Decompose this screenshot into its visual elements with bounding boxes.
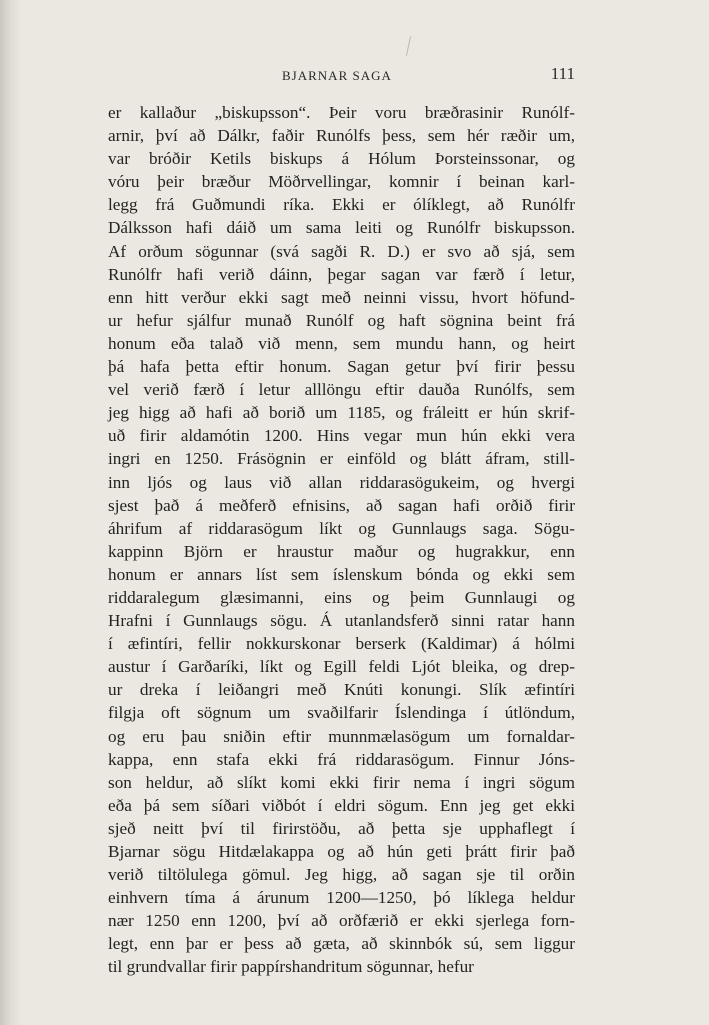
text-line: sjeð neitt því til firirstöðu, að þetta sje upphaflegt í	[108, 818, 575, 838]
text-line: ur hefur sjálfur munað Runólf og haft sögnina beint frá	[108, 310, 575, 330]
text-line: Hrafni í Gunnlaugs sögu. Á utanlandsferð sinni ratar hann	[108, 611, 575, 631]
text-line: einhvern tíma á árunum 1200—1250, þó líklega heldur	[108, 888, 575, 908]
text-line: enn hitt verður ekki sagt með neinni vissu, hvort höfund-	[108, 287, 575, 307]
scan-mark	[406, 36, 411, 56]
text-line: vóru þeir bræður Möðrvellingar, komnir í beinan karl-	[108, 172, 575, 192]
text-line: filgja oft sögnum um svaðilfarir Íslendinga í útlöndum,	[108, 703, 575, 723]
text-line: honum er annars líst sem íslenskum bónda og ekki sem	[108, 564, 575, 584]
text-line: uð firir aldamótin 1200. Hins vegar mun hún ekki vera	[108, 426, 575, 446]
text-line: í æfintíri, fellir nokkurskonar berserk (Kaldimar) á hólmi	[108, 634, 575, 654]
text-line: áhrifum af riddarasögum líkt og Gunnlaugs saga. Sögu-	[108, 518, 575, 538]
text-line: inn ljós og laus við allan riddarasögukeim, og hvergi	[108, 472, 575, 492]
text-line: riddaralegum glæsimanni, eins og þeim Gunnlaugi og	[108, 587, 575, 607]
text-line: vel verið færð í letur alllöngu eftir dauða Runólfs, sem	[108, 380, 575, 400]
text-line: Af orðum sögunnar (svá sagði R. D.) er svo að sjá, sem	[108, 241, 575, 261]
text-line: honum eða talað við menn, sem mundu hann, og heirt	[108, 333, 575, 353]
text-line: son heldur, að slíkt komi ekki firir nema í ingri sögum	[108, 772, 575, 792]
text-line: og eru þau sniðin eftir munnmælasögum um fornaldar-	[108, 726, 575, 746]
text-line: arnir, því að Dálkr, faðir Runólfs þess, sem hér ræðir um,	[108, 126, 575, 146]
text-line: sjest það á meðferð efnisins, að sagan hafi orðið firir	[108, 495, 575, 515]
text-line: kappinn Björn er hraustur maður og hugrakkur, enn	[108, 541, 575, 561]
text-line: ingri en 1250. Frásögnin er einföld og blátt áfram, still-	[108, 449, 575, 469]
text-line: var bróðir Ketils biskups á Hólum Þorsteinssonar, og	[108, 149, 575, 169]
text-line: verið tiltölulega gömul. Jeg higg, að sagan sje til orðin	[108, 865, 575, 885]
running-title: BJARNAR SAGA	[282, 68, 392, 83]
body-text	[108, 101, 575, 979]
text-line: til grundvallar firir pappírshandritum sögunnar, hefur	[108, 957, 474, 977]
text-line: þá hafa þetta eftir honum. Sagan getur því firir þessu	[108, 357, 575, 377]
text-line: jeg higg að hafi að borið um 1185, og fráleitt er hún skrif-	[108, 403, 575, 423]
binding-shadow	[0, 0, 22, 1025]
text-line: er kallaður „biskupsson“. Þeir voru bræðrasinir Runólf-	[108, 103, 575, 122]
text-line: eða þá sem síðari viðbót í eldri sögum. Enn jeg get ekki	[108, 795, 575, 815]
text-line: nær 1250 enn 1200, því að orðfærið er ekki sjerlega forn-	[108, 911, 575, 931]
text-line: austur í Garðaríki, líkt og Egill feldi Ljót bleika, og drep-	[108, 657, 575, 677]
text-line: Dálksson hafi dáið um sama leiti og Runólfr biskupsson.	[108, 218, 575, 238]
text-line: kappa, enn stafa ekki frá riddarasögum. Finnur Jóns-	[108, 749, 575, 769]
running-head	[110, 64, 575, 86]
text-line: ur dreka í leiðangri með Knúti konungi. Slík æfintíri	[108, 680, 575, 700]
page-number: 111	[550, 64, 575, 83]
text-line: Bjarnar sögu Hitdælakappa og að hún geti þrátt firir það	[108, 842, 575, 861]
text-line: legt, enn þar er þess að gæta, að skinnbók sú, sem liggur	[108, 934, 575, 954]
text-line: Runólfr hafi verið dáinn, þegar sagan var færð í letur,	[108, 264, 575, 284]
text-line: legg frá Guðmundi ríka. Ekki er ólíklegt, að Runólfr	[108, 195, 575, 215]
